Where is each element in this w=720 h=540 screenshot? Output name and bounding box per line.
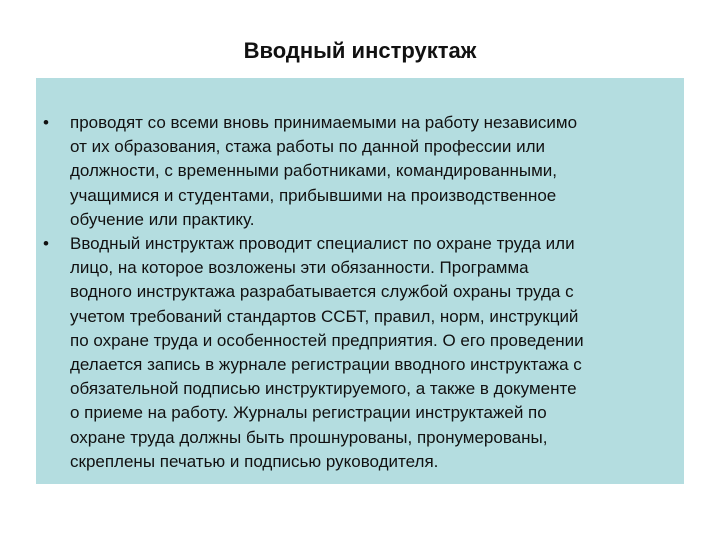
bullet-marker-icon: • <box>43 113 49 132</box>
bullet-list <box>40 111 674 474</box>
bullet-text-2: Вводный инструктаж проводит специалист по охране труда или лицо, на которое возложены эти обязанности. Программа водного инструктажа разрабатывается службой охраны труда с учетом требований стандартов ССБТ, правил, норм, инструкций по охране труда и особенностей предприятия. О его проведении делается запись в журнале регистрации вводного инструктажа с обязательной подписью инструктируемого, а также в документе о приеме на работу. Журналы регистрации инструктажей по охране труда должны быть прошнурованы, пронумерованы, скреплены печатью и подписью руководителя. <box>70 234 584 471</box>
bullet-text-1: проводят со всеми вновь принимаемыми на работу независимо от их образования, стажа работы по данной профессии или должности, с временными работниками, командированными, учащимися и студентами, прибывшими на производственное обучение или практику. <box>70 113 578 229</box>
bullet-item-1 <box>40 111 674 232</box>
slide-title: Вводный инструктаж <box>243 38 477 63</box>
bullet-item-2 <box>40 232 674 474</box>
content-box <box>36 78 684 484</box>
bullet-marker-icon: • <box>43 234 49 254</box>
